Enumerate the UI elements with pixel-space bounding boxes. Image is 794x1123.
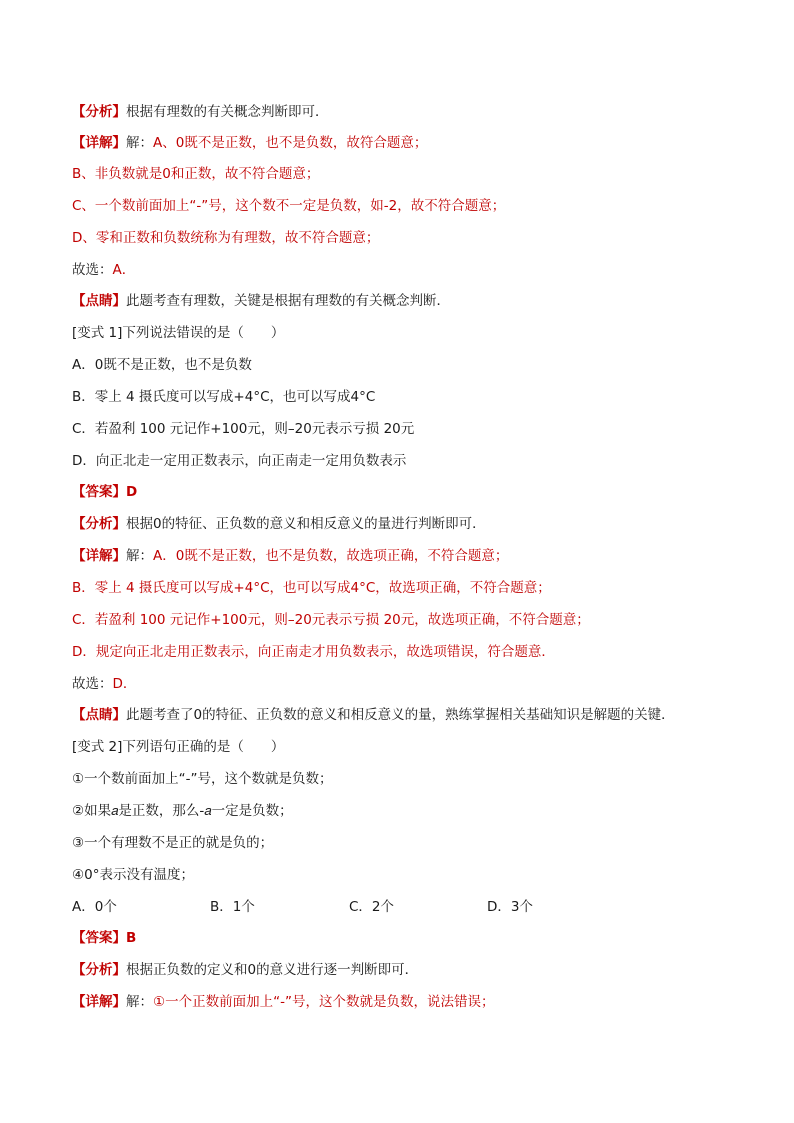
variant2-statement-2: ②如果𝑎是正数，那么-𝑎一定是负数； — [72, 803, 293, 819]
variant2-analysis-line — [72, 960, 732, 980]
variant2-option-c: C．2个 — [349, 899, 395, 915]
analysis-text: 根据正负数的定义和0的意义进行逐一判断即可． — [126, 962, 419, 978]
variant2-statement-4: ④0°表示没有温度； — [72, 867, 194, 883]
variant2-statement-1: ①一个数前面加上“-”号，这个数就是负数； — [72, 771, 333, 787]
comment-tag: 【点睛】 — [72, 293, 126, 309]
analysis-line — [72, 102, 732, 122]
detail-option-c: C、一个数前面加上“-”号，这个数不一定是负数，如-2，故不符合题意； — [72, 198, 506, 214]
comment-line — [72, 291, 732, 311]
comment-tag: 【点睛】 — [72, 707, 126, 723]
variant1-answer-line — [72, 482, 732, 502]
detail-tag: 【详解】 — [72, 548, 126, 564]
detail-prefix: 解： — [126, 135, 153, 151]
analysis-tag: 【分析】 — [72, 516, 126, 532]
variant1-detail-option-b: B．零上 4 摄氏度可以写成+4°C，也可以写成4°C，故选项正确，不符合题意； — [72, 580, 551, 596]
analysis-text: 根据0的特征、正负数的意义和相反意义的量进行判断即可． — [126, 516, 486, 532]
variant2-option-a: A．0个 — [72, 899, 117, 915]
comment-text: 此题考查有理数，关键是根据有理数的有关概念判断． — [126, 293, 450, 309]
detail-option-d: D、零和正数和负数统称为有理数，故不符合题意； — [72, 230, 380, 246]
analysis-tag: 【分析】 — [72, 962, 126, 978]
variant1-option-a: A．0既不是正数，也不是负数 — [72, 357, 252, 373]
detail-tag: 【详解】 — [72, 994, 126, 1010]
choose-value: D． — [112, 676, 137, 692]
choose-label: 故选： — [72, 676, 113, 692]
variant1-detail-option-c: C．若盈利 100 元记作+100元，则–20元表示亏损 20元，故选项正确，不符合题意； — [72, 612, 590, 628]
variant1-detail-option-d: D．规定向正北走用正数表示，向正南走才用负数表示，故选项错误，符合题意． — [72, 644, 555, 660]
detail-prefix: 解： — [126, 548, 153, 564]
detail-tag: 【详解】 — [72, 135, 126, 151]
detail-option-a: A、0既不是正数，也不是负数，故符合题意； — [153, 135, 428, 151]
variant1-choose-line — [72, 674, 732, 694]
choose-value: A． — [112, 262, 136, 278]
variant1-option-d: D．向正北走一定用正数表示，向正南走一定用负数表示 — [72, 453, 407, 469]
analysis-tag: 【分析】 — [72, 104, 126, 120]
answer-value: B — [126, 930, 137, 946]
comment-text: 此题考查了0的特征、正负数的意义和相反意义的量，熟练掌握相关基础知识是解题的关键． — [126, 707, 675, 723]
analysis-text: 根据有理数的有关概念判断即可． — [126, 104, 329, 120]
variant1-stem: [变式 1]下列说法错误的是（ ） — [72, 325, 285, 341]
answer-value: D — [126, 484, 138, 500]
answer-tag: 【答案】 — [72, 930, 126, 946]
variant1-option-b: B．零上 4 摄氏度可以写成+4°C，也可以写成4°C — [72, 389, 376, 405]
variant1-comment-line — [72, 705, 732, 725]
choose-label: 故选： — [72, 262, 113, 278]
variant1-analysis-line — [72, 514, 732, 534]
answer-tag: 【答案】 — [72, 484, 126, 500]
variant2-stem: [变式 2]下列语句正确的是（ ） — [72, 739, 285, 755]
variant2-statement-3: ③一个有理数不是正的就是负的； — [72, 835, 274, 851]
variant2-option-b: B．1个 — [210, 899, 255, 915]
variant2-detail-line — [72, 992, 732, 1012]
variant1-option-c: C．若盈利 100 元记作+100元，则–20元表示亏损 20元 — [72, 421, 415, 437]
detail-prefix: 解： — [126, 994, 153, 1010]
detail-line — [72, 133, 732, 153]
detail-option-a: A．0既不是正数，也不是负数，故选项正确，不符合题意； — [153, 548, 509, 564]
variant2-answer-line — [72, 928, 732, 948]
variant1-detail-line — [72, 546, 732, 566]
variant2-option-d: D．3个 — [487, 899, 533, 915]
choose-line — [72, 260, 732, 280]
detail-statement-1: ①一个正数前面加上“-”号，这个数就是负数，说法错误； — [153, 994, 495, 1010]
detail-option-b: B、非负数就是0和正数，故不符合题意； — [72, 166, 320, 182]
